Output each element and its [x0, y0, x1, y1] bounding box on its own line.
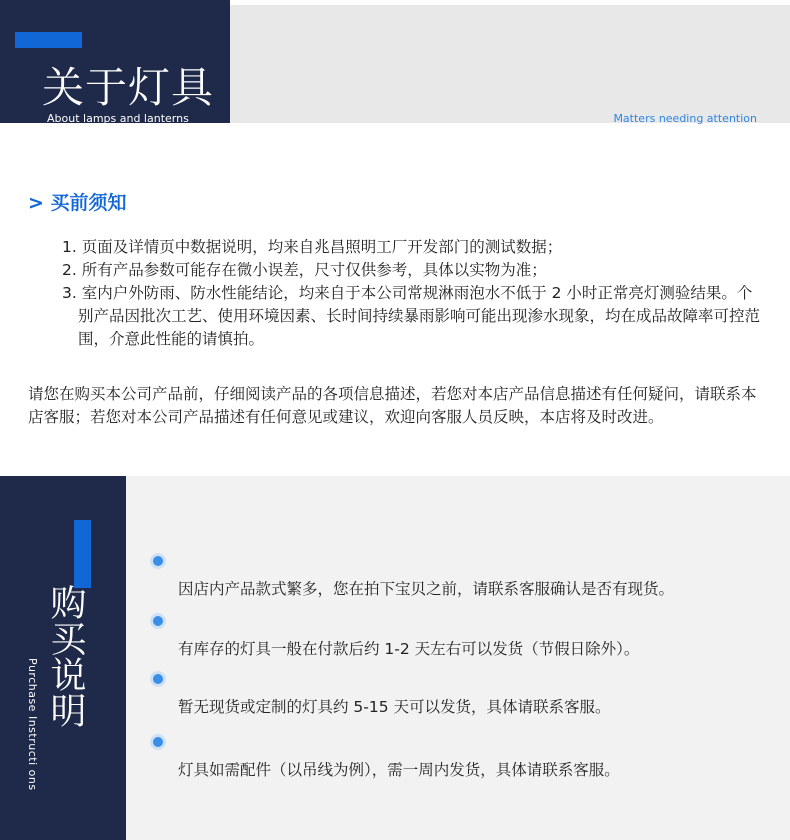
bullet-dot-icon: [150, 613, 166, 629]
page-subtitle: About lamps and lanterns: [47, 112, 189, 123]
purchase-item-text: 因店内产品款式繁多，您在拍下宝贝之前，请联系客服确认是否有现货。: [178, 580, 675, 598]
purchase-item-text: 暂无现货或定制的灯具约 5-15 天可以发货，具体请联系客服。: [178, 698, 611, 716]
page-title: 关于灯具: [42, 63, 215, 112]
purchase-item-text: 有库存的灯具一般在付款后约 1-2 天左右可以发货（节假日除外）。: [178, 640, 640, 658]
header-gray-panel: [230, 5, 790, 123]
purchase-subtitle: Purchase Instructi ons: [26, 658, 39, 791]
purchase-item: [150, 734, 790, 794]
bullet-dot-icon: [150, 671, 166, 687]
bullet-dot-icon: [150, 734, 166, 750]
notice-heading: > 买前须知: [28, 192, 127, 214]
purchase-item: [150, 613, 790, 673]
notice-paragraph: 请您在购买本公司产品前，仔细阅读产品的各项信息描述，若您对本店产品信息描述有任何疑问，请联系本店客服；若您对本公司产品描述有任何意见或建议，欢迎向客服人员反映，本店将及时改进。: [28, 385, 757, 426]
header-accent-bar: [15, 32, 82, 48]
header-english-note: Matters needing attention: [613, 112, 757, 125]
notice-item: 1. 页面及详情页中数据说明，均来自兆昌照明工厂开发部门的测试数据；: [62, 238, 563, 256]
purchase-item: [150, 671, 790, 731]
header-dark-panel: [0, 0, 230, 123]
purchase-title: 购买说明: [45, 584, 86, 728]
notice-list: [62, 236, 762, 351]
notice-item: 3. 室内户外防雨、防水性能结论，均来自于本公司常规淋雨泡水不低于 2 小时正常亮灯测验结果。个别产品因批次工艺、使用环境因素、长时间持续暴雨影响可能出现渗水现象，均在成品故障率可控范围，介意此性能的请慎拍。: [62, 284, 761, 348]
notice-item: 2. 所有产品参数可能存在微小误差，尺寸仅供参考，具体以实物为准；: [62, 261, 547, 279]
bullet-dot-icon: [150, 553, 166, 569]
purchase-item: [150, 553, 790, 613]
purchase-accent-bar: [74, 520, 91, 588]
purchase-dark-panel: [0, 476, 126, 840]
purchase-item-text: 灯具如需配件（以吊线为例），需一周内发货，具体请联系客服。: [178, 761, 620, 779]
